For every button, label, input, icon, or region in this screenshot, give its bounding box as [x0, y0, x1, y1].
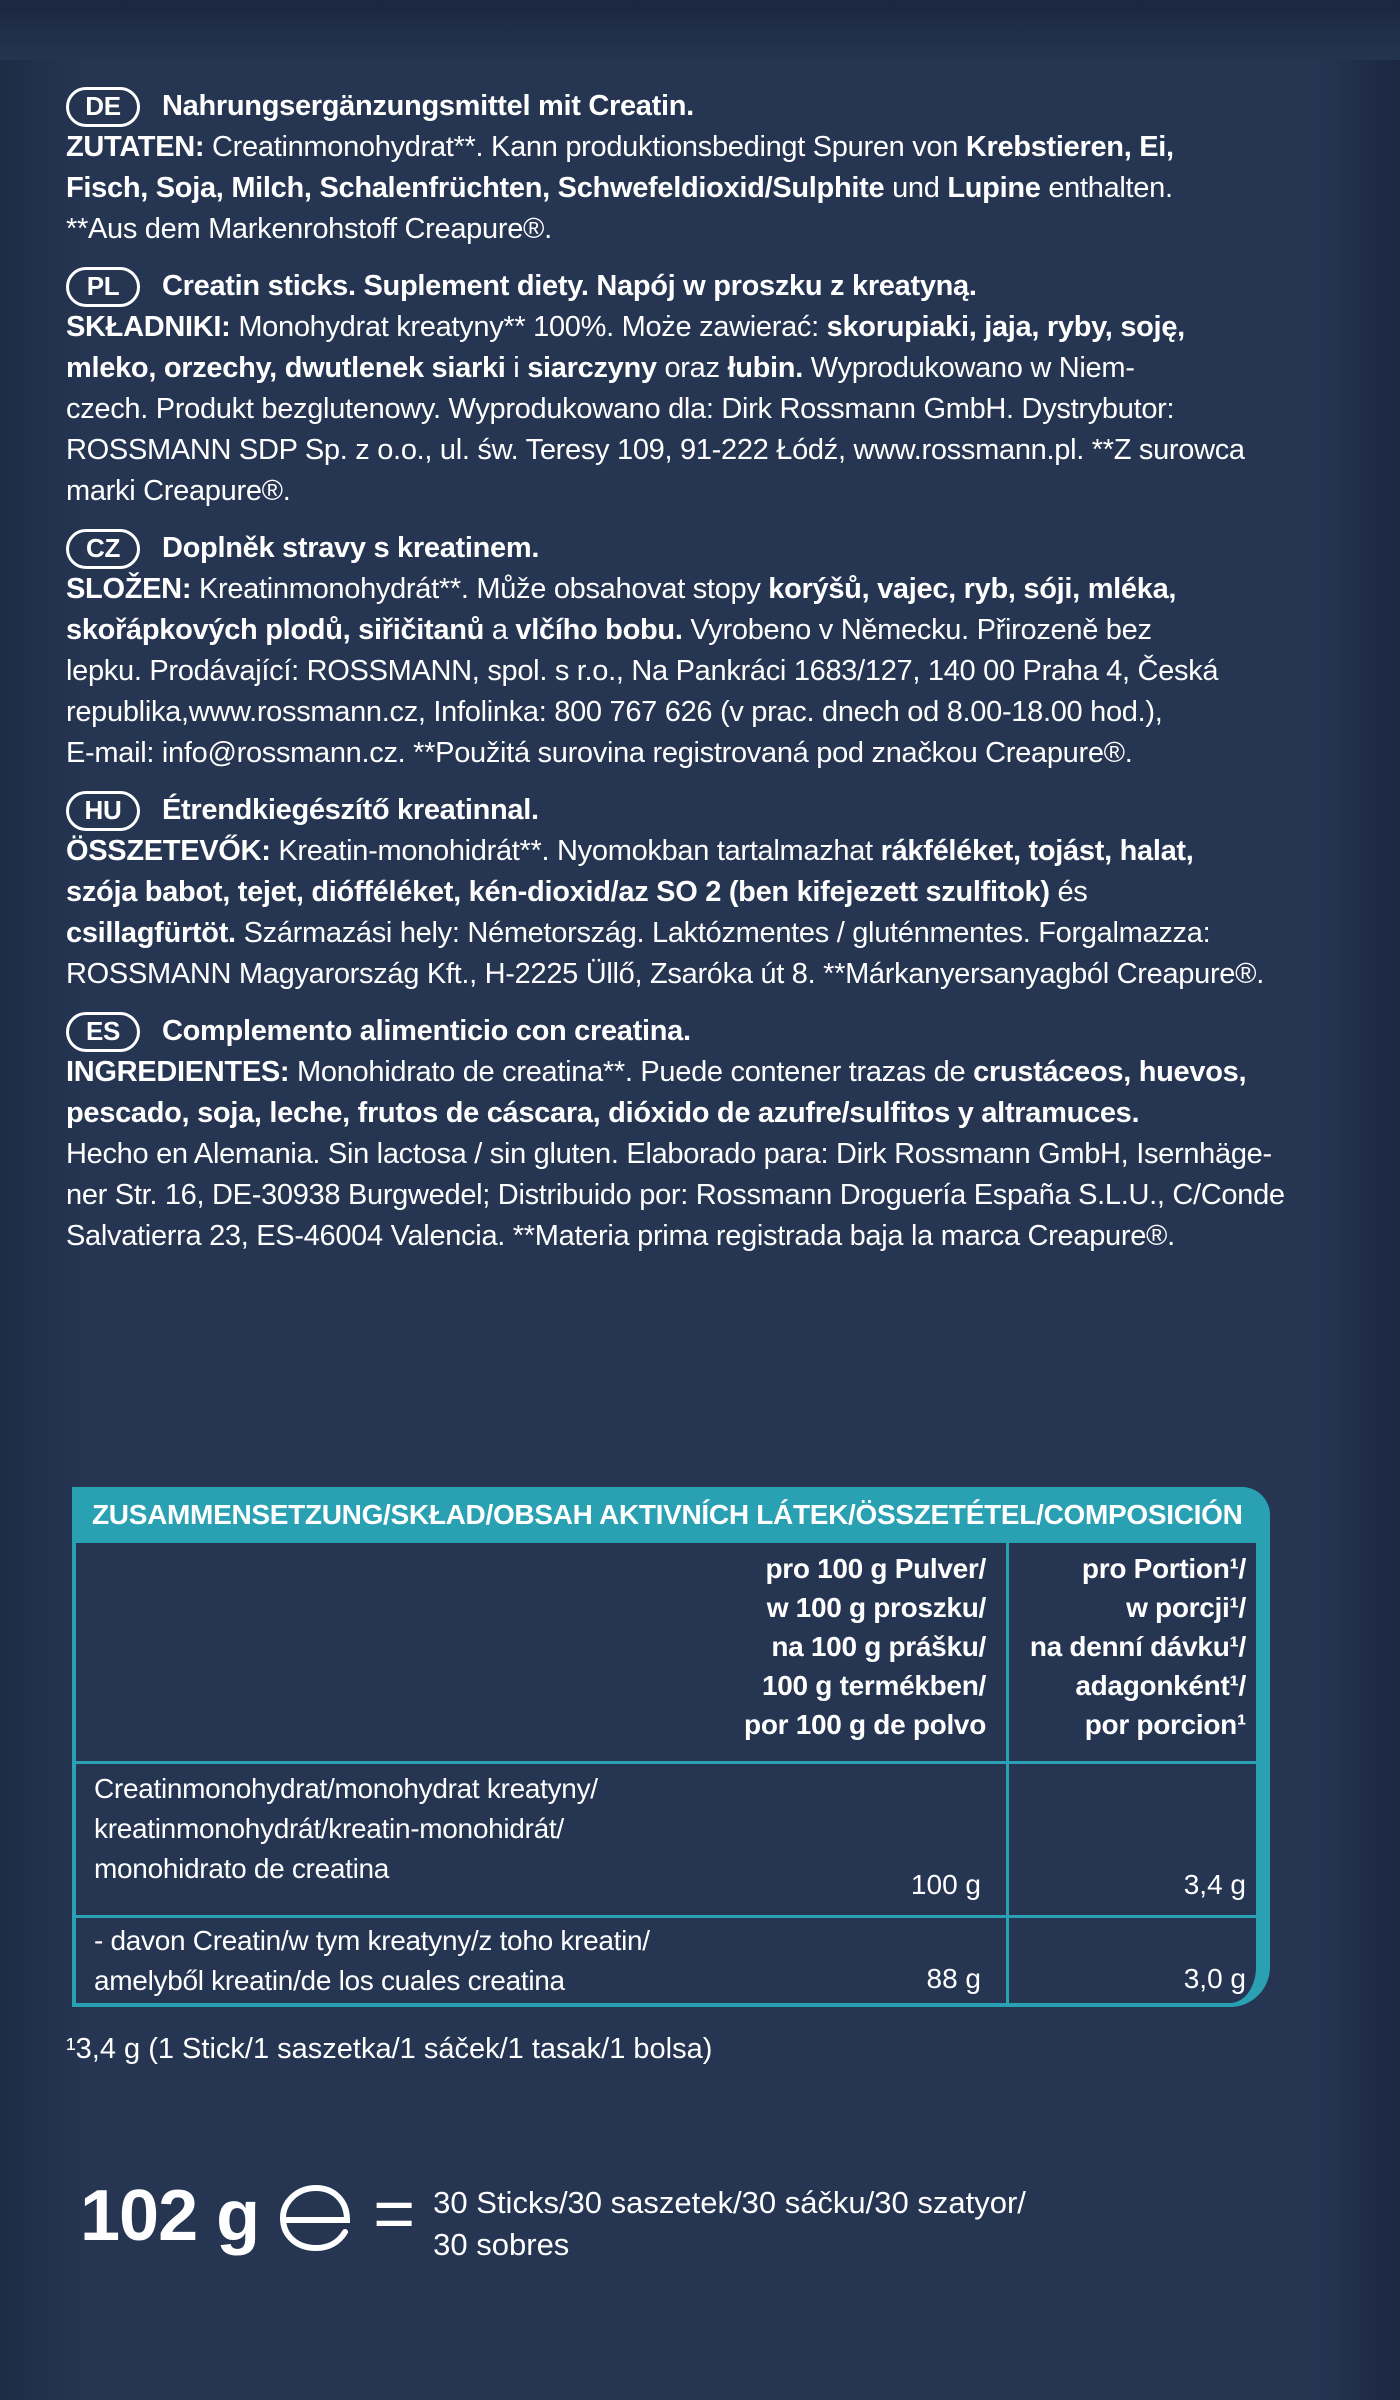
section-title-line — [66, 1011, 1266, 1052]
composition-table-title: ZUSAMMENSETZUNG/SKŁAD/OBSAH AKTIVNÍCH LÁTEK/ÖSSZETÉTEL/COMPOSICIÓN — [92, 1499, 1243, 1530]
section-title: Doplněk stravy s kreatinem. — [162, 532, 540, 564]
language-badge: DE — [66, 87, 140, 127]
text-segment: Kreatin-monohidrát**. Nyomokban tartalmazhat — [278, 835, 881, 867]
bold-text: szója babot, tejet, diófféléket, kén-dioxid/az SO 2 (ben kifejezett szulfitok) — [66, 876, 1050, 908]
text-segment: czech. Produkt bezglutenowy. Wyprodukowano dla: Dirk Rossmann GmbH. Dystrybutor: — [66, 393, 1175, 425]
section-title-line — [66, 790, 1266, 831]
bold-text: pescado, soja, leche, frutos de cáscara, dióxido de azufre/sulfitos y altramuces. — [66, 1097, 1140, 1129]
lang-section-cz — [66, 528, 1266, 774]
bold-text: Krebstieren, Ei, — [965, 131, 1174, 163]
bold-text: rákféléket, tojást, halat, — [880, 835, 1194, 867]
text-line — [66, 471, 1266, 512]
table-row-label: Creatinmonohydrat/monohydrat kreatyny/ kreatinmonohydrát/kreatin-monohidrát/ monohidrato de creatina — [94, 1773, 598, 1884]
text-line — [66, 430, 1266, 471]
text-segment: E-mail: info@rossmann.cz. **Použitá surovina registrovaná pod značkou Creapure®. — [66, 737, 1133, 769]
bold-text: Lupine — [947, 172, 1041, 204]
text-segment: oraz — [656, 352, 728, 384]
text-segment: Hecho en Alemania. Sin lactosa / sin gluten. Elaborado para: Dirk Rossmann GmbH, Isernhäge- — [66, 1138, 1272, 1170]
text-segment: a — [484, 614, 516, 646]
language-badge: PL — [66, 267, 140, 307]
text-segment: ROSSMANN SDP Sp. z o.o., ul. św. Teresy 109, 91-222 Łódź, www.rossmann.pl. **Z surowca — [66, 434, 1245, 466]
row-divider — [76, 1761, 1256, 1764]
text-line — [66, 831, 1266, 872]
language-badge: CZ — [66, 529, 140, 569]
text-segment: Vyrobeno v Německu. Přirozeně bez — [682, 614, 1152, 646]
text-segment: Wyprodukowano w Niem- — [802, 352, 1135, 384]
text-segment: és — [1049, 876, 1088, 908]
bold-text: siarczyny — [527, 352, 657, 384]
column-head-per-100g: pro 100 g Pulver/ w 100 g proszku/ na 100 g prášku/ 100 g termékben/ por 100 g de polvo — [744, 1553, 986, 1740]
text-line — [66, 569, 1266, 610]
text-line — [66, 127, 1266, 168]
bold-text: vlčího bobu. — [515, 614, 683, 646]
bold-text: SKŁADNIKI: — [66, 311, 239, 343]
portion-footnote: ¹3,4 g (1 Stick/1 saszetka/1 sáček/1 tasak/1 bolsa) — [66, 2033, 713, 2065]
text-segment: ner Str. 16, DE-30938 Burgwedel; Distribuido por: Rossmann Droguería España S.L.U., C/Conde — [66, 1179, 1285, 1211]
section-title-line — [66, 86, 1266, 127]
text-line — [66, 610, 1266, 651]
text-segment: republika,www.rossmann.cz, Infolinka: 800 767 626 (v prac. dnech od 8.00-18.00 hod.), — [66, 696, 1163, 728]
column-divider — [1006, 1543, 1009, 2003]
table-cell-per-portion: 3,4 g — [1183, 1869, 1246, 1900]
bold-text: crustáceos, huevos, — [973, 1056, 1247, 1088]
equals-sign: = — [373, 2174, 416, 2254]
text-segment: Monohidrato de creatina**. Puede contener trazas de — [297, 1056, 974, 1088]
text-segment: Kreatinmonohydrát**. Může obsahovat stopy — [198, 573, 769, 605]
text-line — [66, 168, 1266, 209]
bold-text: skorupiaki, jaja, ryby, soję, — [826, 311, 1185, 343]
text-line — [66, 1093, 1266, 1134]
text-line — [66, 692, 1266, 733]
text-line — [66, 1134, 1272, 1175]
bold-text: ÖSSZETEVŐK: — [66, 835, 279, 867]
section-title: Étrendkiegészítő kreatinnal. — [162, 794, 539, 826]
multilingual-text — [66, 86, 1285, 1273]
text-segment: i — [505, 352, 528, 384]
bold-text: skořápkových plodů, siřičitanů — [66, 614, 485, 646]
text-segment: Salvatierra 23, ES-46004 Valencia. **Materia prima registrada baja la marca Creapure®. — [66, 1220, 1175, 1252]
composition-table-header — [72, 1487, 1270, 1543]
table-cell-per-100g: 100 g — [910, 1869, 981, 1900]
lang-section-es — [66, 1011, 1285, 1257]
text-line — [66, 1175, 1285, 1216]
table-cell-per-portion: 3,0 g — [1183, 1963, 1246, 1994]
bold-text: mleko, orzechy, dwutlenek siarki — [66, 352, 506, 384]
section-title-line — [66, 528, 1266, 569]
text-line — [66, 651, 1266, 692]
bold-text: csillagfürtöt. — [66, 917, 236, 949]
text-segment: lepku. Prodávající: ROSSMANN, spol. s r.o., Na Pankráci 1683/127, 140 00 Praha 4, Česká — [66, 655, 1219, 687]
top-band — [0, 0, 1400, 60]
composition-table — [72, 1487, 1270, 2007]
net-weight: 102 g — [80, 2176, 260, 2256]
text-line — [66, 348, 1266, 389]
text-segment: Creatinmonohydrat**. Kann produktionsbedingt Spuren von — [212, 131, 966, 163]
section-title: Creatin sticks. Suplement diety. Napój w proszku z kreatyną. — [162, 270, 977, 302]
text-segment: Származási hely: Németország. Laktózmentes / gluténmentes. Forgalmazza: — [235, 917, 1211, 949]
section-title-line — [66, 266, 1266, 307]
text-line — [66, 954, 1266, 995]
text-line — [66, 733, 1266, 774]
text-segment: marki Creapure®. — [66, 475, 291, 507]
bold-text: INGREDIENTES: — [66, 1056, 298, 1088]
bold-text: Fisch, Soja, Milch, Schalenfrüchten, Schwefeldioxid/Sulphite — [66, 172, 885, 204]
stick-count: 30 Sticks/30 saszetek/30 sáčku/30 szatyor/ 30 sobres — [433, 2185, 1026, 2262]
text-line — [66, 872, 1266, 913]
section-title: Complemento alimenticio con creatina. — [162, 1015, 691, 1047]
language-badge: HU — [66, 791, 140, 831]
text-line — [66, 389, 1266, 430]
estimated-sign-icon — [277, 2182, 355, 2252]
text-line — [66, 307, 1266, 348]
text-line — [66, 1216, 1266, 1257]
text-segment: und — [884, 172, 948, 204]
lang-section-hu — [66, 790, 1266, 995]
bold-text: SLOŽEN: — [66, 573, 199, 605]
net-quantity — [80, 2176, 1026, 2266]
bold-text: ZUTATEN: — [66, 131, 213, 163]
bold-text: łubin. — [727, 352, 803, 384]
bold-text: korýšů, vajec, ryb, sóji, mléka, — [768, 573, 1177, 605]
column-head-per-portion: pro Portion¹/ w porcji¹/ na denní dávku¹/ adagonként¹/ por porcion¹ — [1029, 1553, 1246, 1740]
language-badge: ES — [66, 1012, 140, 1052]
row-divider — [76, 1915, 1256, 1918]
text-segment: Monohydrat kreatyny** 100%. Może zawierać: — [238, 311, 827, 343]
lang-section-pl — [66, 266, 1266, 512]
text-line — [66, 913, 1266, 954]
text-segment: enthalten. — [1040, 172, 1173, 204]
lang-section-de — [66, 86, 1266, 250]
text-segment: **Aus dem Markenrohstoff Creapure®. — [66, 213, 552, 245]
table-row-label: - davon Creatin/w tym kreatyny/z toho kreatin/ amelyből kreatin/de los cuales creatina — [94, 1925, 650, 1996]
composition-table-body — [72, 1543, 1270, 2007]
table-cell-per-100g: 88 g — [926, 1963, 981, 1994]
text-segment: ROSSMANN Magyarország Kft., H-2225 Üllő, Zsaróka út 8. **Márkanyersanyagból Creapure®. — [66, 958, 1264, 990]
text-line — [66, 1052, 1266, 1093]
text-line — [66, 209, 1266, 250]
section-title: Nahrungsergänzungsmittel mit Creatin. — [162, 90, 694, 122]
